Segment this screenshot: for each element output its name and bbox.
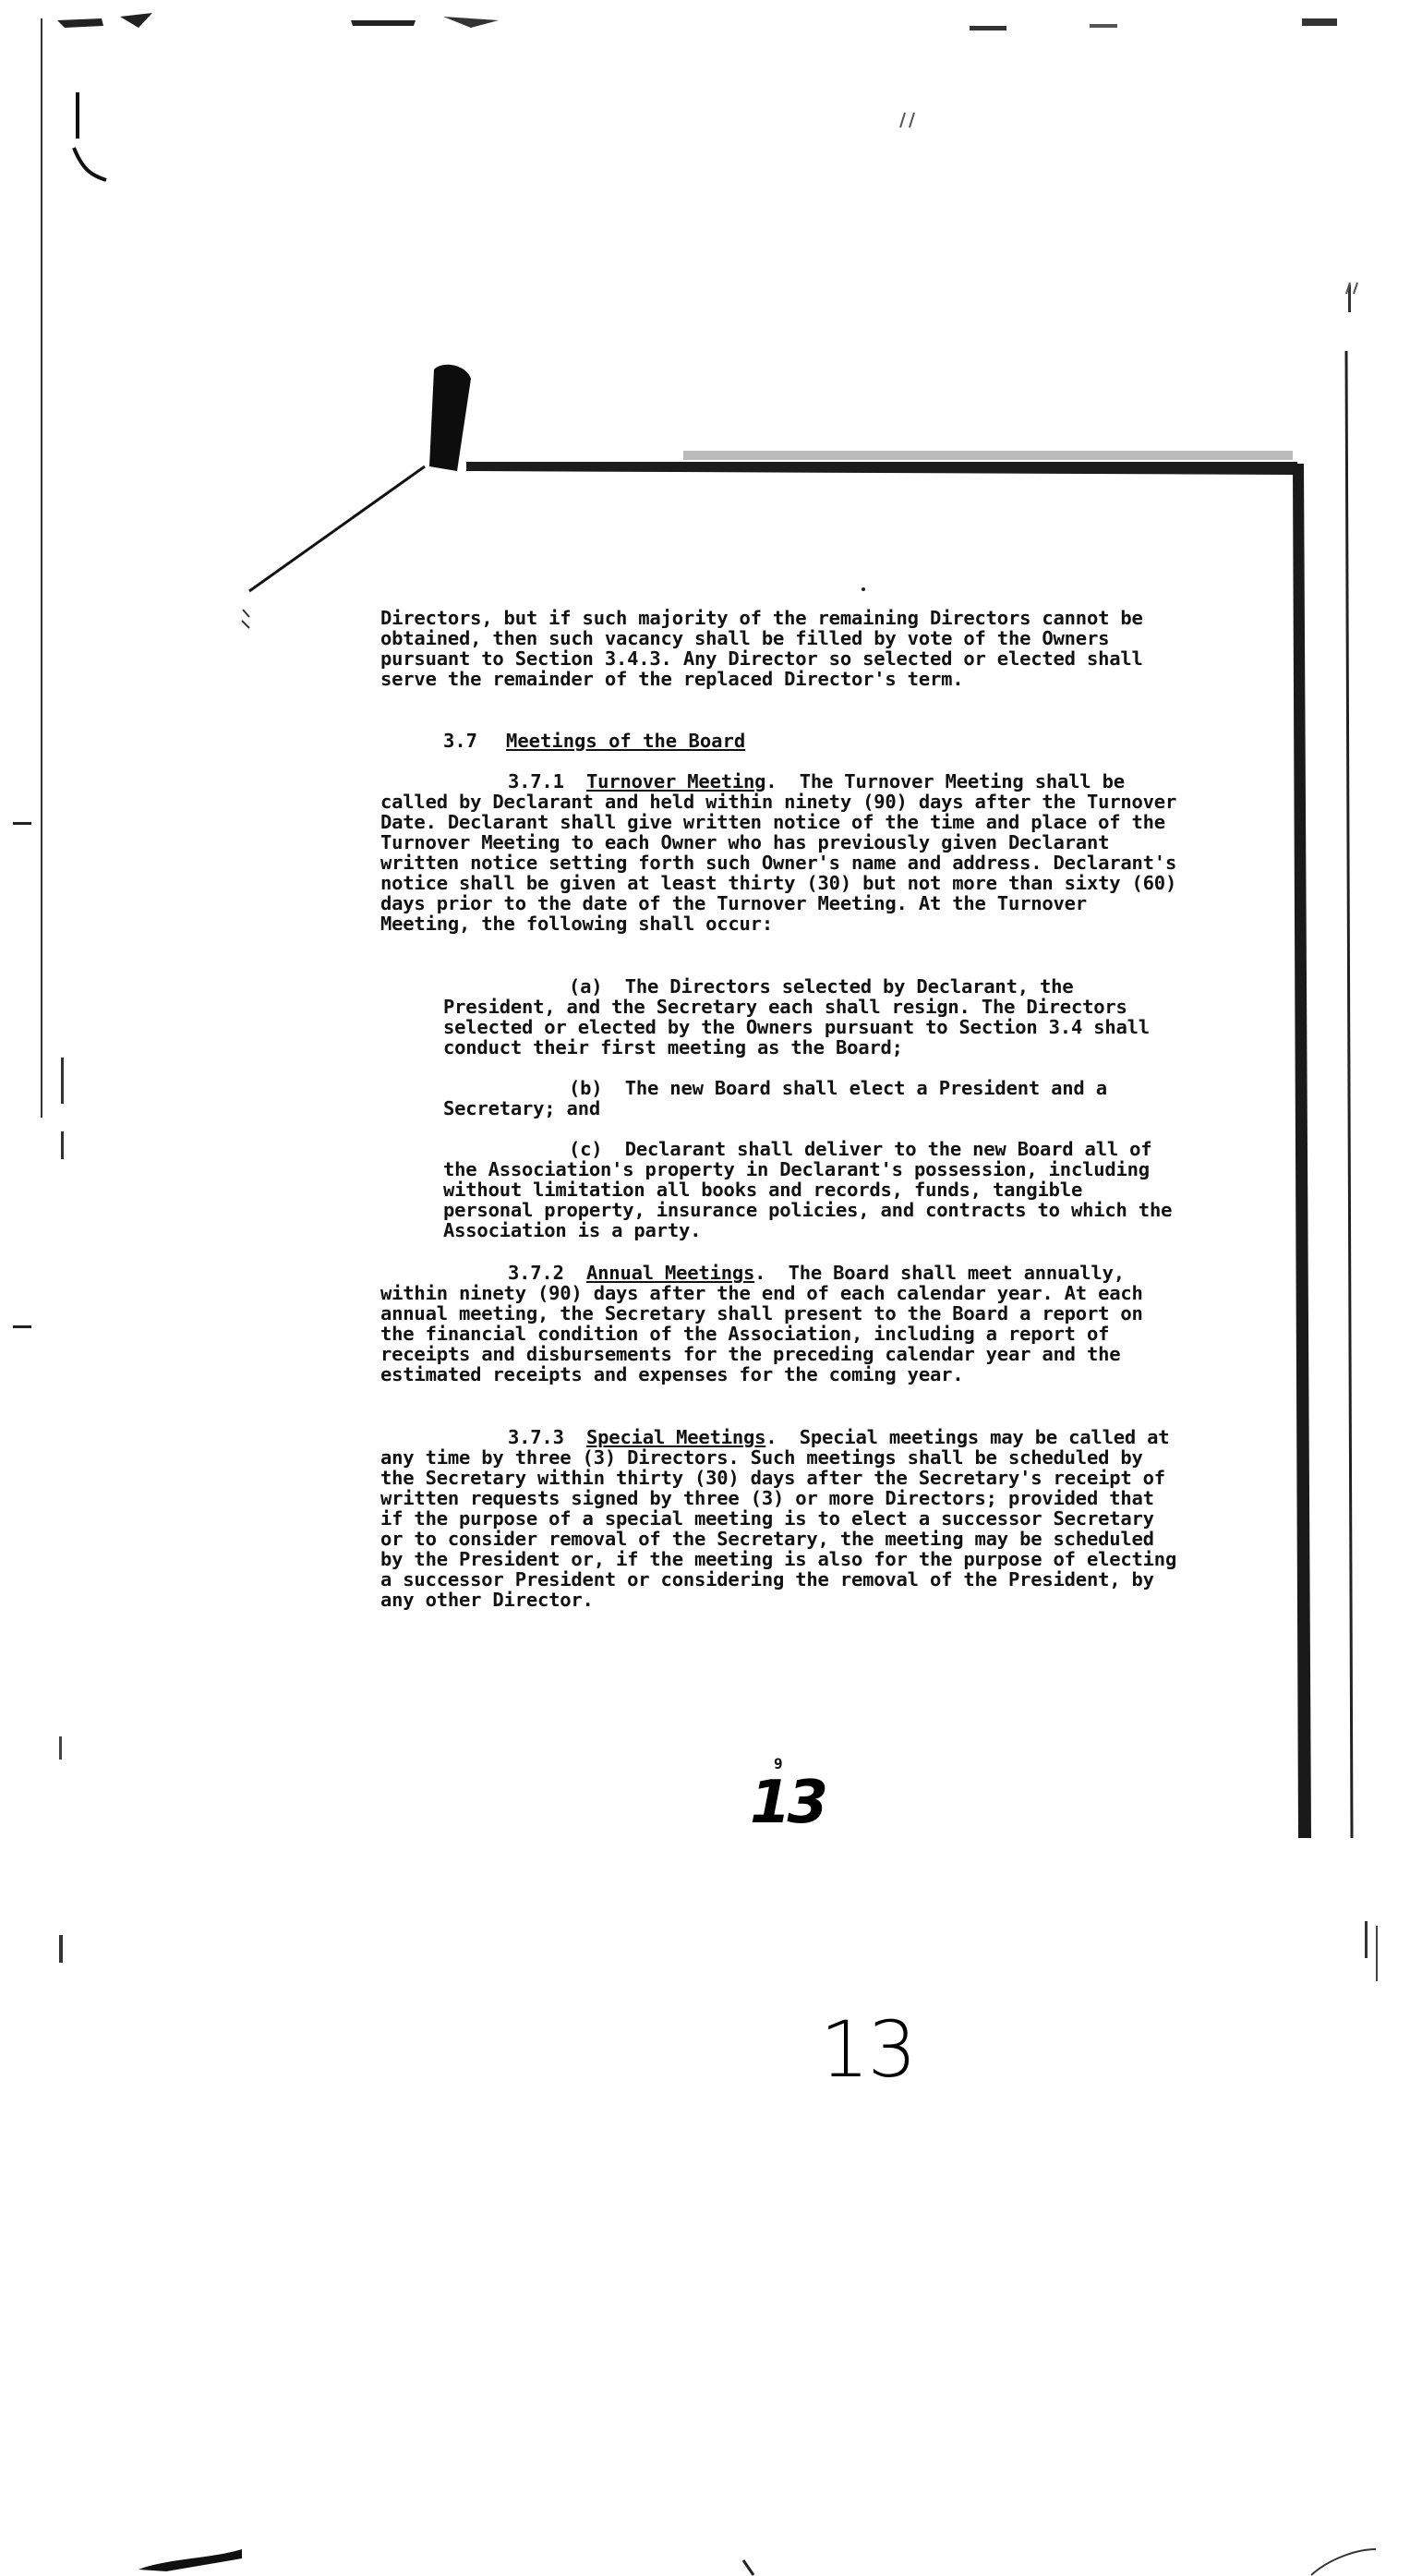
left-corner-mark (74, 92, 106, 180)
top-edge-mark (351, 20, 416, 26)
page-number: 9 (774, 1755, 783, 1772)
handwritten-page-number-large: 13 (820, 2004, 915, 2095)
bottom-edge-mark (743, 2560, 753, 2575)
bottom-edge-mark (139, 2549, 242, 2571)
sheet-top-edge (466, 462, 1297, 475)
top-right-mark (900, 113, 914, 127)
list-item-text: The new Board shall elect a President and a Secretary; and (443, 1077, 1107, 1119)
subsection-number: 3.7.3 (508, 1426, 564, 1448)
intro-paragraph: Directors, but if such majority of the remaining Directors cannot be obtained, then such vacancy shall be filled by vote of the Owners pursuant to Section 3.4.3. Any Director so selected or elected shall serve the remainder of the replaced Director's term. (380, 607, 1143, 690)
left-edge-mark (61, 1058, 64, 1104)
stray-dot (862, 587, 865, 591)
subsection-title: Turnover Meeting (586, 770, 766, 792)
subsection-body: Special meetings may be called at any time by three (3) Directors. Such meetings shall be scheduled by the Secretary within thirty (30) days after the Secretary's receipt of written requests signed by three (3) or more Directors; provided that if the purpose of a special meeting is to elect a successor Secretary or to consider removal of the Secretary, the meeting may be scheduled by the President or, if the meeting is also for the purpose of electing a successor President or considering the removal of the President, by any other Director. (380, 1426, 1177, 1611)
section-heading-3-7 (443, 731, 745, 751)
left-edge-mark (13, 822, 31, 825)
subsection-title: Special Meetings (586, 1426, 766, 1448)
handwritten-page-number: 13 (750, 1769, 826, 1837)
sheet-top-noise (683, 451, 1293, 460)
right-edge-mark (1376, 1926, 1378, 1981)
list-item-c (443, 1139, 1182, 1240)
subsection-body: The Turnover Meeting shall be called by Declarant and held within ninety (90) days after the Turnover Date. Declarant shall give written notice of the time and place of the Turnover Meeting to each Owner who has previously given Declarant written notice setting forth such Owner's name and address. Declarant's notice shall be given at least thirty (30) but not more than sixty (60) days prior to the date of the Turnover Meeting. At the Turnover Meeting, the following shall occur: (380, 770, 1177, 935)
top-edge-mark (1302, 18, 1337, 26)
subsection-title: Annual Meetings (586, 1262, 755, 1284)
top-edge-mark (1090, 24, 1117, 28)
top-edge-mark (120, 13, 152, 28)
subsection-body: The Board shall meet annually, within ninety (90) days after the end of each calendar year. At each annual meeting, the Secretary shall present to the Board a report on the financial condition of the Association, including a report of receipts and disbursements for the preceding calendar year and the estimated receipts and expenses for the coming year. (380, 1262, 1143, 1385)
top-edge-mark (970, 26, 1006, 30)
left-edge-mark (13, 1325, 31, 1328)
section-3-7-2: 3.7.2 Annual Meetings. The Board shall meet annually, within ninety (90) days after the end of each calendar year. At each annual meeting, the Secretary shall present to the Board a report on the financial condition of the Association, including a report of receipts and disbursements for the preceding calendar year and the estimated receipts and expenses for the coming year. (380, 1262, 1143, 1385)
bottom-edge-mark (1311, 2549, 1376, 2575)
list-item-b (443, 1078, 1182, 1119)
sheet-right-edge (1293, 464, 1311, 1838)
list-item-label: (b) (569, 1077, 603, 1099)
list-item-label: (a) (569, 975, 603, 998)
top-edge-mark (443, 17, 499, 28)
right-outer-edge (1346, 351, 1352, 1838)
section-number: 3.7 (443, 730, 478, 752)
list-item-text: Declarant shall deliver to the new Board all of the Association's property in Declarant's possession, including without limitation all books and records, funds, tangible personal property, insurance policies, and contracts to which the Association is a party. (443, 1138, 1173, 1241)
right-edge-mark (1365, 1921, 1368, 1958)
list-item-a (443, 976, 1182, 1058)
diagonal-mark (249, 466, 425, 591)
section-title: Meetings of the Board (506, 730, 746, 752)
left-tick-mark (242, 610, 249, 628)
left-edge-mark (59, 1935, 63, 1963)
top-right-mark (1346, 283, 1357, 294)
left-edge-mark (59, 1736, 62, 1760)
section-3-7-1: 3.7.1 Turnover Meeting. The Turnover Meeting shall be called by Declarant and held within ninety (90) days after the Turnover Date. Declarant shall give written notice of the time and place of the Turnover Meeting to each Owner who has previously given Declarant written notice setting forth such Owner's name and address. Declarant's notice shall be given at least thirty (30) but not more than sixty (60) days prior to the date of the Turnover Meeting. At the Turnover Meeting, the following shall occur: (380, 770, 1177, 935)
subsection-number: 3.7.2 (508, 1262, 564, 1284)
top-edge-mark (57, 18, 103, 28)
section-3-7-3: 3.7.3 Special Meetings. Special meetings may be called at any time by three (3) Directors. Such meetings shall be scheduled by the Secretary within thirty (30) days after the Secretary's receipt of written requests signed by three (3) or more Directors; provided that if the purpose of a special meeting is to elect a successor Secretary or to consider removal of the Secretary, the meeting may be scheduled by the President or, if the meeting is also for the purpose of electing a successor President or considering the removal of the President, by any other Director. (380, 1426, 1177, 1611)
subsection-number: 3.7.1 (508, 770, 564, 792)
list-item-label: (c) (569, 1138, 603, 1160)
thick-blot (429, 365, 471, 471)
left-edge-mark (61, 1131, 64, 1159)
list-item-text: The Directors selected by Declarant, the President, and the Secretary each shall resign. The Directors selected or elected by the Owners pursuant to Section 3.4 shall conduct their first meeting as the Board; (443, 975, 1150, 1058)
